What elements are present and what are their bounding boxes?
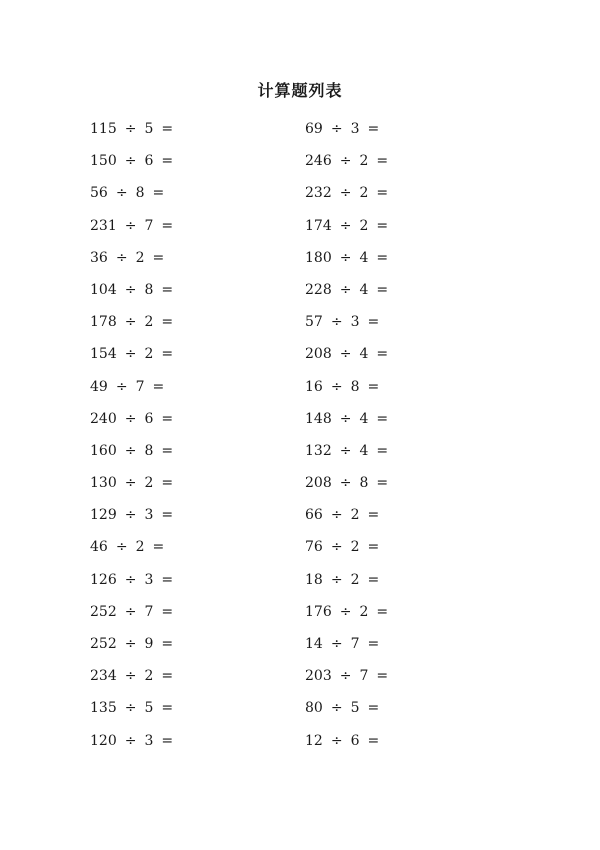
divide-sign: ÷ xyxy=(115,185,128,202)
divisor: 2 xyxy=(359,185,369,202)
divide-sign: ÷ xyxy=(339,668,352,685)
dividend: 176 xyxy=(305,603,332,620)
equals-sign: = xyxy=(376,668,389,685)
division-problem xyxy=(305,377,505,409)
division-problem xyxy=(90,570,290,602)
divisor: 2 xyxy=(144,475,154,492)
equals-sign: = xyxy=(376,346,389,363)
division-problem xyxy=(305,634,505,666)
divide-sign: ÷ xyxy=(339,153,352,170)
equals-sign: = xyxy=(152,378,165,395)
equals-sign: = xyxy=(161,281,174,298)
equals-sign: = xyxy=(161,121,174,137)
division-problem xyxy=(90,731,290,763)
dividend: 208 xyxy=(305,346,332,363)
division-problem xyxy=(90,537,290,569)
division-problem xyxy=(90,473,290,505)
dividend: 228 xyxy=(305,281,332,298)
dividend: 69 xyxy=(305,121,323,137)
divide-sign: ÷ xyxy=(339,346,352,363)
divide-sign: ÷ xyxy=(115,249,128,266)
division-problem xyxy=(305,537,505,569)
divide-sign: ÷ xyxy=(124,153,137,170)
division-problem xyxy=(90,183,290,215)
divisor: 9 xyxy=(144,636,154,652)
dividend: 160 xyxy=(90,442,117,459)
divisor: 2 xyxy=(135,539,145,556)
equals-sign: = xyxy=(376,153,389,170)
divisor: 3 xyxy=(350,121,360,137)
divisor: 3 xyxy=(144,507,154,524)
divisor: 6 xyxy=(350,732,360,749)
division-problem xyxy=(305,280,505,312)
division-problem xyxy=(305,441,505,473)
dividend: 150 xyxy=(90,153,117,170)
divisor: 5 xyxy=(144,700,154,717)
divisor: 3 xyxy=(144,571,154,588)
divisor: 4 xyxy=(359,249,369,266)
equals-sign: = xyxy=(367,700,380,717)
dividend: 132 xyxy=(305,442,332,459)
division-problem xyxy=(90,634,290,666)
dividend: 234 xyxy=(90,668,117,685)
equals-sign: = xyxy=(376,442,389,459)
divisor: 5 xyxy=(144,121,154,137)
division-problem xyxy=(90,441,290,473)
divisor: 7 xyxy=(144,603,154,620)
right-problem-column xyxy=(305,119,505,763)
divide-sign: ÷ xyxy=(330,700,343,717)
equals-sign: = xyxy=(367,636,380,652)
division-problem xyxy=(305,119,505,151)
divisor: 2 xyxy=(144,314,154,331)
divide-sign: ÷ xyxy=(124,314,137,331)
equals-sign: = xyxy=(161,603,174,620)
equals-sign: = xyxy=(161,442,174,459)
divisor: 8 xyxy=(359,475,369,492)
dividend: 80 xyxy=(305,700,323,717)
dividend: 18 xyxy=(305,571,323,588)
equals-sign: = xyxy=(376,217,389,234)
page-title: 计算题列表 xyxy=(257,81,343,100)
equals-sign: = xyxy=(161,314,174,331)
dividend: 130 xyxy=(90,475,117,492)
division-problem xyxy=(305,731,505,763)
equals-sign: = xyxy=(152,185,165,202)
divide-sign: ÷ xyxy=(124,732,137,749)
divide-sign: ÷ xyxy=(124,700,137,717)
division-problem xyxy=(305,409,505,441)
division-problem xyxy=(305,216,505,248)
dividend: 66 xyxy=(305,507,323,524)
divisor: 2 xyxy=(359,217,369,234)
dividend: 231 xyxy=(90,217,117,234)
divide-sign: ÷ xyxy=(115,378,128,395)
division-problem xyxy=(90,151,290,183)
divisor: 3 xyxy=(144,732,154,749)
division-problem xyxy=(90,216,290,248)
equals-sign: = xyxy=(161,732,174,749)
division-problem xyxy=(90,409,290,441)
divisor: 8 xyxy=(350,378,360,395)
divisor: 2 xyxy=(135,249,145,266)
equals-sign: = xyxy=(161,475,174,492)
divide-sign: ÷ xyxy=(330,121,343,137)
division-problem xyxy=(305,570,505,602)
equals-sign: = xyxy=(376,281,389,298)
divide-sign: ÷ xyxy=(124,346,137,363)
division-problem xyxy=(305,183,505,215)
equals-sign: = xyxy=(161,700,174,717)
divide-sign: ÷ xyxy=(124,217,137,234)
equals-sign: = xyxy=(161,217,174,234)
dividend: 178 xyxy=(90,314,117,331)
divide-sign: ÷ xyxy=(330,732,343,749)
divisor: 4 xyxy=(359,281,369,298)
division-problem xyxy=(90,312,290,344)
division-problem xyxy=(305,666,505,698)
division-problem xyxy=(90,377,290,409)
divisor: 7 xyxy=(350,636,360,652)
divisor: 6 xyxy=(144,153,154,170)
divide-sign: ÷ xyxy=(330,507,343,524)
division-problem xyxy=(305,312,505,344)
equals-sign: = xyxy=(161,636,174,652)
divide-sign: ÷ xyxy=(124,281,137,298)
equals-sign: = xyxy=(152,539,165,556)
equals-sign: = xyxy=(161,668,174,685)
equals-sign: = xyxy=(376,475,389,492)
divisor: 2 xyxy=(144,668,154,685)
dividend: 104 xyxy=(90,281,117,298)
divisor: 2 xyxy=(359,603,369,620)
equals-sign: = xyxy=(376,603,389,620)
dividend: 16 xyxy=(305,378,323,395)
dividend: 180 xyxy=(305,249,332,266)
divide-sign: ÷ xyxy=(124,121,137,137)
divide-sign: ÷ xyxy=(124,668,137,685)
divisor: 8 xyxy=(135,185,145,202)
equals-sign: = xyxy=(367,314,380,331)
equals-sign: = xyxy=(367,121,380,137)
divide-sign: ÷ xyxy=(124,603,137,620)
division-problem xyxy=(90,248,290,280)
divide-sign: ÷ xyxy=(339,442,352,459)
division-problem xyxy=(90,698,290,730)
dividend: 135 xyxy=(90,700,117,717)
divisor: 8 xyxy=(144,442,154,459)
equals-sign: = xyxy=(161,571,174,588)
equals-sign: = xyxy=(161,153,174,170)
divide-sign: ÷ xyxy=(339,249,352,266)
dividend: 36 xyxy=(90,249,108,266)
divide-sign: ÷ xyxy=(124,571,137,588)
divide-sign: ÷ xyxy=(330,539,343,556)
divide-sign: ÷ xyxy=(339,185,352,202)
divide-sign: ÷ xyxy=(339,475,352,492)
equals-sign: = xyxy=(367,571,380,588)
division-problem xyxy=(90,602,290,634)
dividend: 126 xyxy=(90,571,117,588)
dividend: 154 xyxy=(90,346,117,363)
divisor: 2 xyxy=(350,571,360,588)
divisor: 4 xyxy=(359,442,369,459)
division-problem xyxy=(90,666,290,698)
divide-sign: ÷ xyxy=(339,281,352,298)
divisor: 7 xyxy=(359,668,369,685)
equals-sign: = xyxy=(367,378,380,395)
divide-sign: ÷ xyxy=(339,217,352,234)
dividend: 120 xyxy=(90,732,117,749)
divisor: 7 xyxy=(135,378,145,395)
division-problem xyxy=(305,602,505,634)
divide-sign: ÷ xyxy=(124,442,137,459)
dividend: 232 xyxy=(305,185,332,202)
dividend: 115 xyxy=(90,121,117,137)
divisor: 6 xyxy=(144,410,154,427)
dividend: 76 xyxy=(305,539,323,556)
divisor: 4 xyxy=(359,346,369,363)
equals-sign: = xyxy=(367,539,380,556)
divisor: 4 xyxy=(359,410,369,427)
divide-sign: ÷ xyxy=(339,603,352,620)
equals-sign: = xyxy=(376,410,389,427)
division-problem xyxy=(305,248,505,280)
division-problem xyxy=(305,151,505,183)
divisor: 2 xyxy=(144,346,154,363)
equals-sign: = xyxy=(161,346,174,363)
divide-sign: ÷ xyxy=(330,378,343,395)
dividend: 12 xyxy=(305,732,323,749)
equals-sign: = xyxy=(376,249,389,266)
equals-sign: = xyxy=(161,410,174,427)
dividend: 57 xyxy=(305,314,323,331)
divide-sign: ÷ xyxy=(330,314,343,331)
dividend: 56 xyxy=(90,185,108,202)
divisor: 2 xyxy=(350,507,360,524)
dividend: 252 xyxy=(90,603,117,620)
dividend: 252 xyxy=(90,636,117,652)
equals-sign: = xyxy=(376,185,389,202)
divide-sign: ÷ xyxy=(339,410,352,427)
dividend: 246 xyxy=(305,153,332,170)
equals-sign: = xyxy=(152,249,165,266)
dividend: 174 xyxy=(305,217,332,234)
division-problem xyxy=(305,505,505,537)
division-problem xyxy=(90,280,290,312)
divide-sign: ÷ xyxy=(330,636,343,652)
divide-sign: ÷ xyxy=(124,410,137,427)
dividend: 14 xyxy=(305,636,323,652)
division-problem xyxy=(90,505,290,537)
divide-sign: ÷ xyxy=(124,507,137,524)
divisor: 8 xyxy=(144,281,154,298)
divisor: 2 xyxy=(359,153,369,170)
division-problem xyxy=(305,473,505,505)
dividend: 129 xyxy=(90,507,117,524)
dividend: 148 xyxy=(305,410,332,427)
divide-sign: ÷ xyxy=(124,475,137,492)
divisor: 7 xyxy=(144,217,154,234)
divide-sign: ÷ xyxy=(115,539,128,556)
division-problem xyxy=(305,344,505,376)
dividend: 49 xyxy=(90,378,108,395)
divide-sign: ÷ xyxy=(330,571,343,588)
dividend: 203 xyxy=(305,668,332,685)
equals-sign: = xyxy=(161,507,174,524)
dividend: 208 xyxy=(305,475,332,492)
division-problem xyxy=(90,344,290,376)
division-problem xyxy=(305,698,505,730)
divisor: 5 xyxy=(350,700,360,717)
dividend: 46 xyxy=(90,539,108,556)
left-problem-column xyxy=(90,119,290,763)
divisor: 3 xyxy=(350,314,360,331)
division-problem xyxy=(90,119,290,151)
dividend: 240 xyxy=(90,410,117,427)
divide-sign: ÷ xyxy=(124,636,137,652)
divisor: 2 xyxy=(350,539,360,556)
equals-sign: = xyxy=(367,732,380,749)
equals-sign: = xyxy=(367,507,380,524)
